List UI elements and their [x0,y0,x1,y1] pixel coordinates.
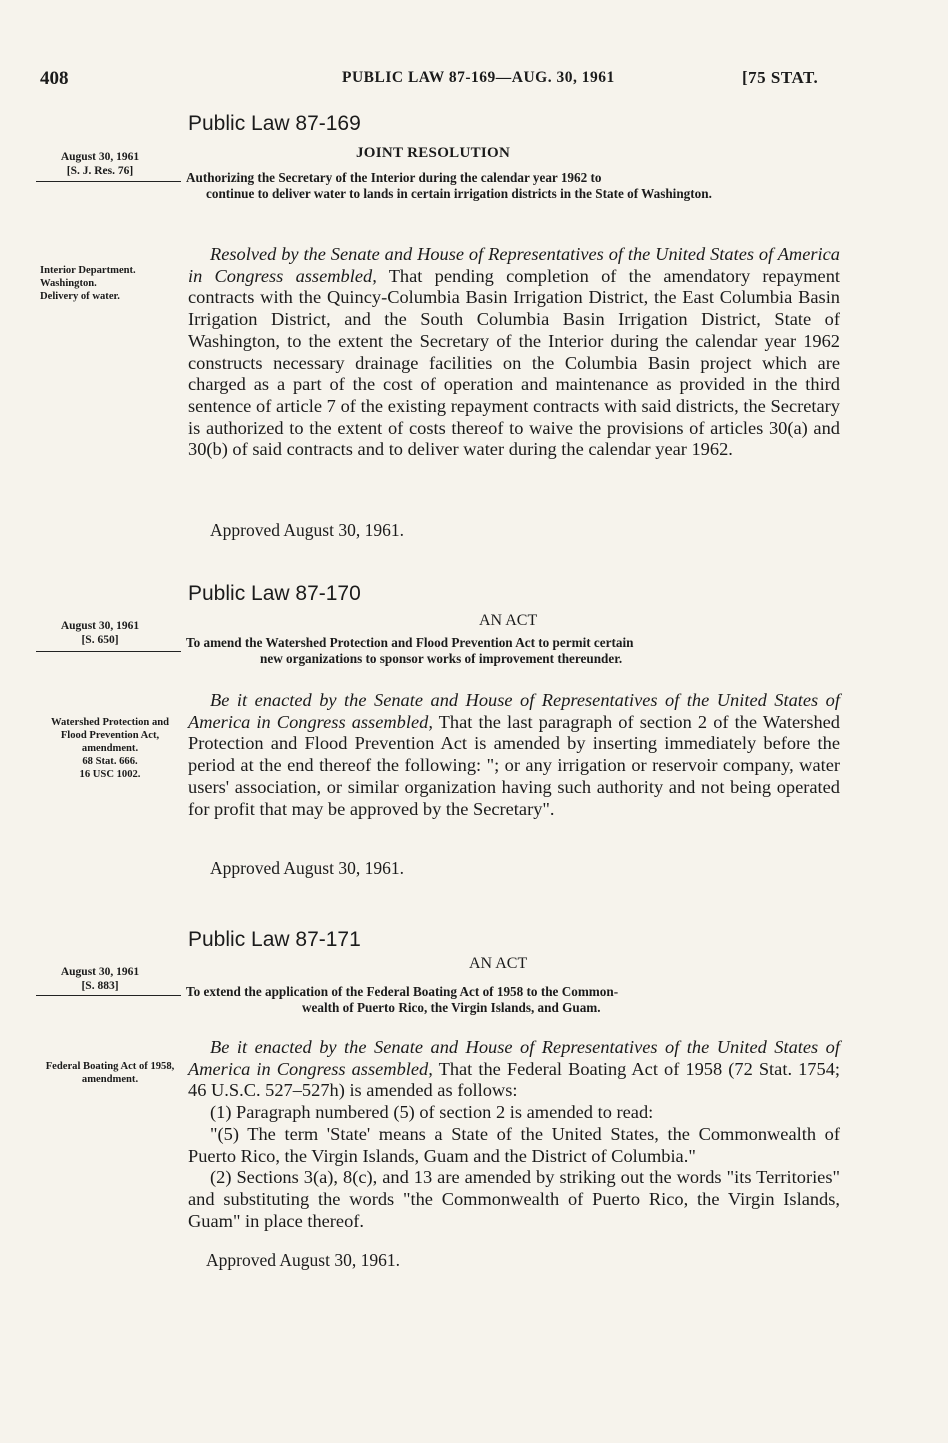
body-paragraph [188,244,840,461]
body-text: That pending completion of the amendatory repayment contracts with the Quincy-Columbia Basin Irrigation District, the East Columbia Basin Irrigation District, and the South Columbia Basin Irrigation District, State of Washington, to the extent the Secretary of the Interior during the calendar year 1962 constructs necessary drainage facilities on the Columbia Basin project which are charged as a part of the cost of operation and maintenance as provided in the third sentence of article 7 of the existing repayment contracts with said districts, the Secretary is authorized to the extent of costs thereof to waive the provisions of articles 30(a) and 30(b) of said contracts and to deliver water during the calendar year 1962. [188,265,840,460]
date: August 30, 1961 [60,151,140,163]
document-type: AN ACT [479,612,538,629]
law-body [188,244,840,461]
purpose-line-2: wealth of Puerto Rico, the Virgin Islands, and Guam. [302,999,601,1015]
margin-note: 16 USC 1002. [79,769,141,780]
margin-note: Delivery of water. [40,291,120,302]
approval-date: Approved August 30, 1961. [206,1250,400,1270]
law-title: Public Law 87-171 [188,928,361,951]
enacting-clause: Be it enacted by the Senate and House of Representatives of the United States of America in Congress assembled, [188,1037,840,1079]
divider-rule [36,651,181,652]
date: August 30, 1961 [60,620,140,632]
body-text: That the last paragraph of section 2 of the Watershed Protection and Flood Prevention Act is amended by inserting immediately before the period at the end thereof the following: "; or any irrigation or reservoir company, water users' association, or similar organization having such authority and not being operated for profit that may be approved by the Secretary". [188,711,840,819]
running-header [0,68,948,94]
enactment-date [40,150,160,178]
volume-reference: [75 STAT. [742,68,819,87]
law-purpose [186,984,846,1015]
amendment-quote: "(5) The term 'State' means a State of the United States, the Commonwealth of Puerto Rico, the Virgin Islands, Guam and the District of Columbia." [188,1123,840,1166]
margin-note: Federal Boating Act of 1958, amendment. [45,1061,175,1085]
enactment-date [40,965,160,993]
document-type: AN ACT [469,955,528,972]
running-title: PUBLIC LAW 87-169—AUG. 30, 1961 [342,69,615,86]
margin-note: Watershed Protection and Flood Prevention Act, amendment. [50,717,170,754]
margin-note: 68 Stat. 666. [82,756,138,767]
law-body [188,1037,840,1232]
approval-date: Approved August 30, 1961. [210,520,404,540]
body-text: That the Federal Boating Act of 1958 (72 Stat. 1754; 46 U.S.C. 527–527h) is amended as follows: [188,1058,840,1101]
margin-notes [40,716,180,781]
bill-number: [S. 650] [81,634,119,646]
margin-notes [40,264,178,303]
purpose-line-1: To extend the application of the Federal Boating Act of 1958 to the Common- [186,984,619,999]
bill-number: [S. J. Res. 76] [66,165,134,177]
law-body [188,690,840,820]
law-title: Public Law 87-169 [188,112,361,135]
bill-number: [S. 883] [81,980,119,992]
purpose-line-1: Authorizing the Secretary of the Interior during the calendar year 1962 to [186,170,602,185]
enacting-clause: Be it enacted by the Senate and House of Representatives of the United States of America in Congress assembled, [188,690,840,732]
law-purpose [186,170,846,201]
enactment-date [40,619,160,647]
enacting-clause: Resolved by the Senate and House of Representatives of the United States of America in Congress assembled, [188,244,840,286]
purpose-line-2: new organizations to sponsor works of improvement thereunder. [260,650,623,666]
law-title: Public Law 87-170 [188,582,361,605]
divider-rule [36,995,181,996]
purpose-line-1: To amend the Watershed Protection and Flood Prevention Act to permit certain [186,635,634,650]
margin-note: Interior Department. [40,265,136,276]
divider-rule [36,181,181,182]
document-type: JOINT RESOLUTION [356,145,511,161]
law-purpose [186,635,846,666]
margin-note: Washington. [40,278,97,289]
approval-date: Approved August 30, 1961. [210,858,404,878]
date: August 30, 1961 [60,966,140,978]
purpose-line-2: continue to deliver water to lands in certain irrigation districts in the State of Washington. [206,185,712,201]
margin-notes [40,1060,180,1086]
amendment-paragraph-2: (2) Sections 3(a), 8(c), and 13 are amended by striking out the words "its Territories" and substituting the words "the Commonwealth of Puerto Rico, the Virgin Islands, Guam" in place thereof. [188,1167,840,1231]
page-number: 408 [40,68,69,89]
amendment-paragraph-1: (1) Paragraph numbered (5) of section 2 is amended to read: [210,1102,654,1123]
body-paragraph [188,1037,840,1102]
body-paragraph [188,690,840,820]
